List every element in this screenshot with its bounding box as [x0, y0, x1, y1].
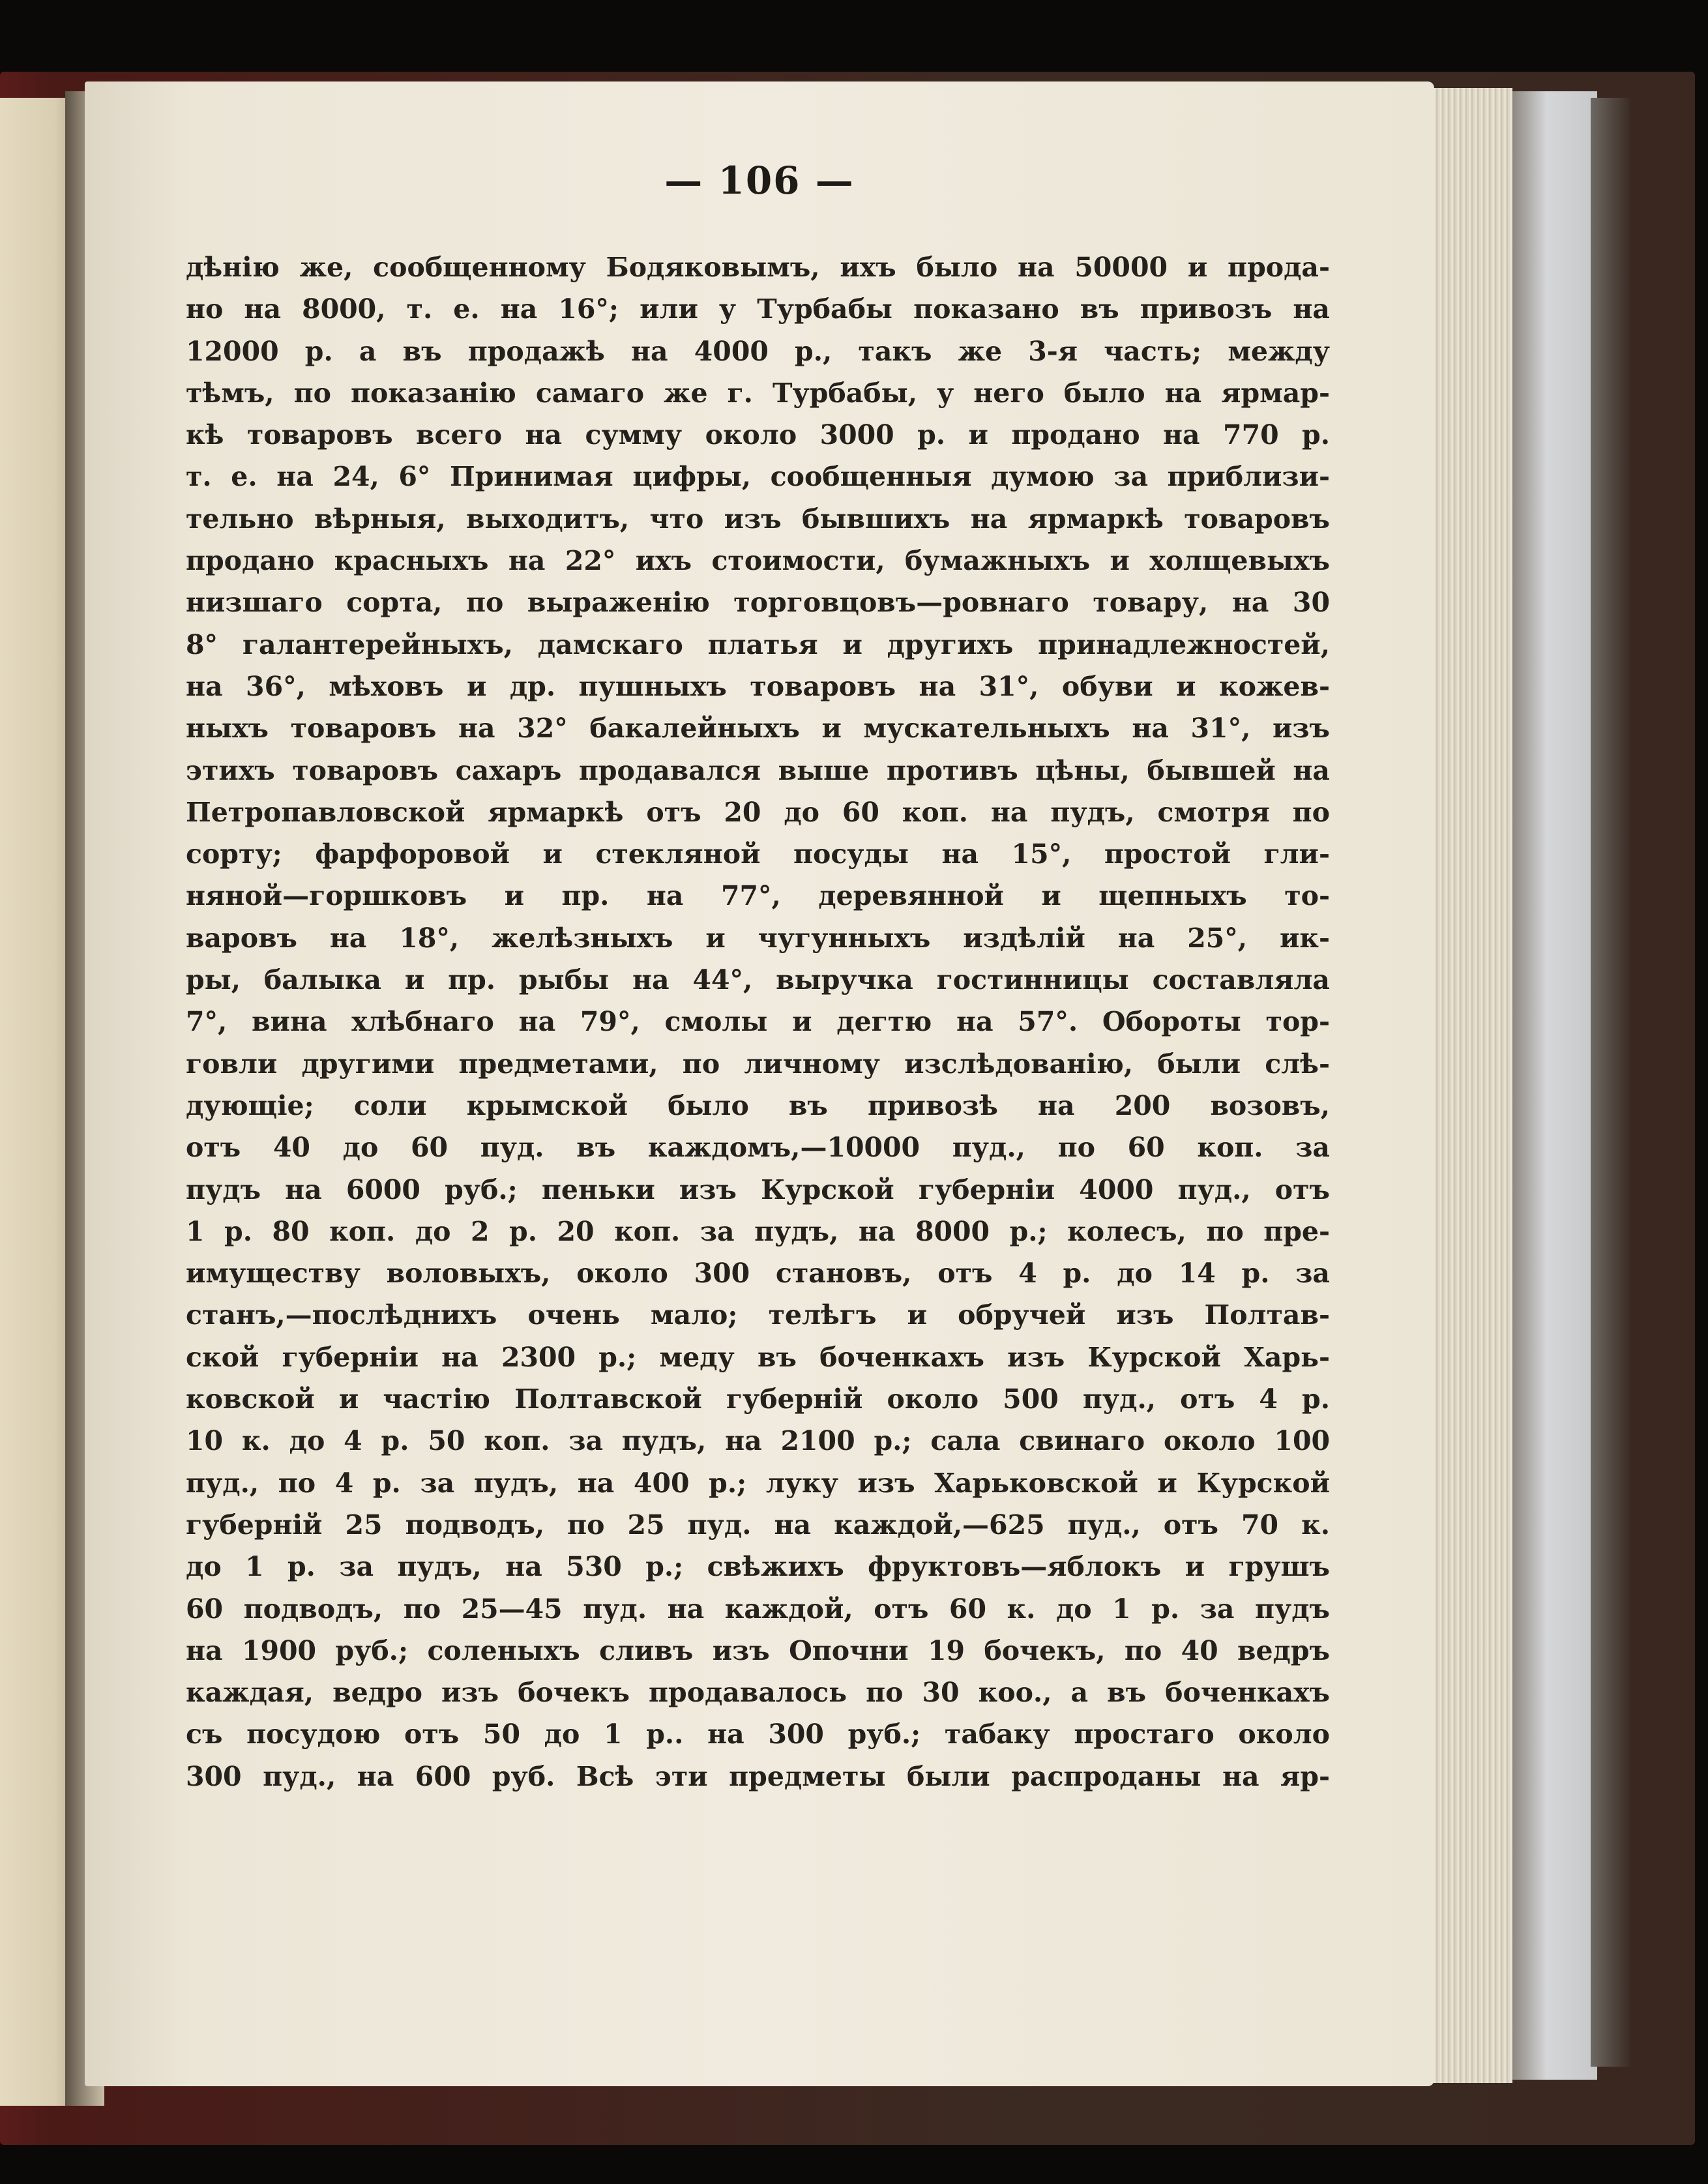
text-line: отъ 40 до 60 пуд. въ каждомъ,—10000 пуд., по 60 коп. за	[186, 1132, 1330, 1164]
text-line: ныхъ товаровъ на 32° бакалейныхъ и мускательныхъ на 31°, изъ	[186, 713, 1330, 745]
text-line: на 36°, мѣховъ и др. пушныхъ товаровъ на 31°, обуви и кожев-	[186, 670, 1330, 702]
page-body-text	[186, 246, 1330, 1797]
back-board-edge	[1591, 98, 1630, 2067]
text-line: 8° галантерейныхъ, дамскаго платья и другихъ принадлежностей,	[186, 628, 1330, 660]
text-line: съ посудою отъ 50 до 1 р.. на 300 руб.; табаку простаго около	[186, 1719, 1330, 1750]
text-line: дующіе; соли крымской было въ привозѣ на 200 возовъ,	[186, 1089, 1330, 1121]
text-line: говли другими предметами, по личному изслѣдованію, были слѣ-	[186, 1048, 1330, 1080]
text-line: низшаго сорта, по выраженію торговцовъ—ровнаго товару, на 30	[186, 587, 1330, 619]
text-line: губерній 25 подводъ, по 25 пуд. на каждой,—625 пуд., отъ 70 к.	[186, 1509, 1330, 1541]
text-line: тельно вѣрныя, выходитъ, что изъ бывшихъ на ярмаркѣ товаровъ	[186, 503, 1330, 535]
text-line: ковской и частію Полтавской губерній около 500 пуд., отъ 4 р.	[186, 1383, 1330, 1415]
text-line: Петропавловской ярмаркѣ отъ 20 до 60 коп. на пудъ, смотря по	[186, 796, 1330, 828]
text-line: пуд., по 4 р. за пудъ, на 400 р.; луку изъ Харьковской и Курской	[186, 1467, 1330, 1499]
text-line: этихъ товаровъ сахаръ продавался выше противъ цѣны, бывшей на	[186, 754, 1330, 786]
text-line: 7°, вина хлѣбнаго на 79°, смолы и дегтю на 57°. Обороты тор-	[186, 1006, 1330, 1038]
back-board	[1512, 91, 1597, 2080]
page-edges	[1421, 88, 1512, 2083]
text-line: ры, балыка и пр. рыбы на 44°, выручка гостинницы составляла	[186, 964, 1330, 996]
text-line: 10 к. до 4 р. 50 коп. за пудъ, на 2100 р.; сала свинаго около 100	[186, 1425, 1330, 1457]
text-line: кѣ товаровъ всего на сумму около 3000 р. и продано на 770 р.	[186, 419, 1330, 451]
text-line: продано красныхъ на 22° ихъ стоимости, бумажныхъ и холщевыхъ	[186, 545, 1330, 577]
text-line: 300 пуд., на 600 руб. Всѣ эти предметы были распроданы на яр-	[186, 1760, 1330, 1792]
text-line: на 1900 руб.; соленыхъ сливъ изъ Опочни 19 бочекъ, по 40 ведръ	[186, 1634, 1330, 1666]
text-line: каждая, ведро изъ бочекъ продавалось по 30 коо., а въ боченкахъ	[186, 1677, 1330, 1709]
text-line: 60 подводъ, по 25—45 пуд. на каждой, отъ 60 к. до 1 р. за пудъ	[186, 1593, 1330, 1625]
text-line: 12000 р. а въ продажѣ на 4000 р., такъ же 3-я часть; между	[186, 335, 1330, 367]
text-line: сорту; фарфоровой и стекляной посуды на 15°, простой гли-	[186, 838, 1330, 870]
text-line: до 1 р. за пудъ, на 530 р.; свѣжихъ фруктовъ—яблокъ и грушъ	[186, 1551, 1330, 1583]
text-line: дѣнію же, сообщенному Бодяковымъ, ихъ было на 50000 и прода-	[186, 252, 1330, 283]
text-line: варовъ на 18°, желѣзныхъ и чугунныхъ издѣлій на 25°, ик-	[186, 922, 1330, 954]
text-line: 1 р. 80 коп. до 2 р. 20 коп. за пудъ, на 8000 р.; колесъ, по пре-	[186, 1215, 1330, 1247]
text-line: ской губерніи на 2300 р.; меду въ боченкахъ изъ Курской Харь-	[186, 1341, 1330, 1373]
text-line: пудъ на 6000 руб.; пеньки изъ Курской губерніи 4000 пуд., отъ	[186, 1173, 1330, 1205]
text-line: но на 8000, т. е. на 16°; или у Турбабы показано въ привозъ на	[186, 293, 1330, 325]
text-line: тѣмъ, по показанію самаго же г. Турбабы, у него было на ярмар-	[186, 377, 1330, 409]
page-number: — 106 —	[664, 158, 855, 203]
text-line: т. е. на 24, 6° Принимая цифры, сообщенныя думою за приблизи-	[186, 461, 1330, 493]
text-line: няной—горшковъ и пр. на 77°, деревянной и щепныхъ то-	[186, 880, 1330, 912]
text-line: станъ,—послѣднихъ очень мало; телѣгъ и обручей изъ Полтав-	[186, 1299, 1330, 1331]
text-line: имуществу воловыхъ, около 300 становъ, отъ 4 р. до 14 р. за	[186, 1258, 1330, 1290]
